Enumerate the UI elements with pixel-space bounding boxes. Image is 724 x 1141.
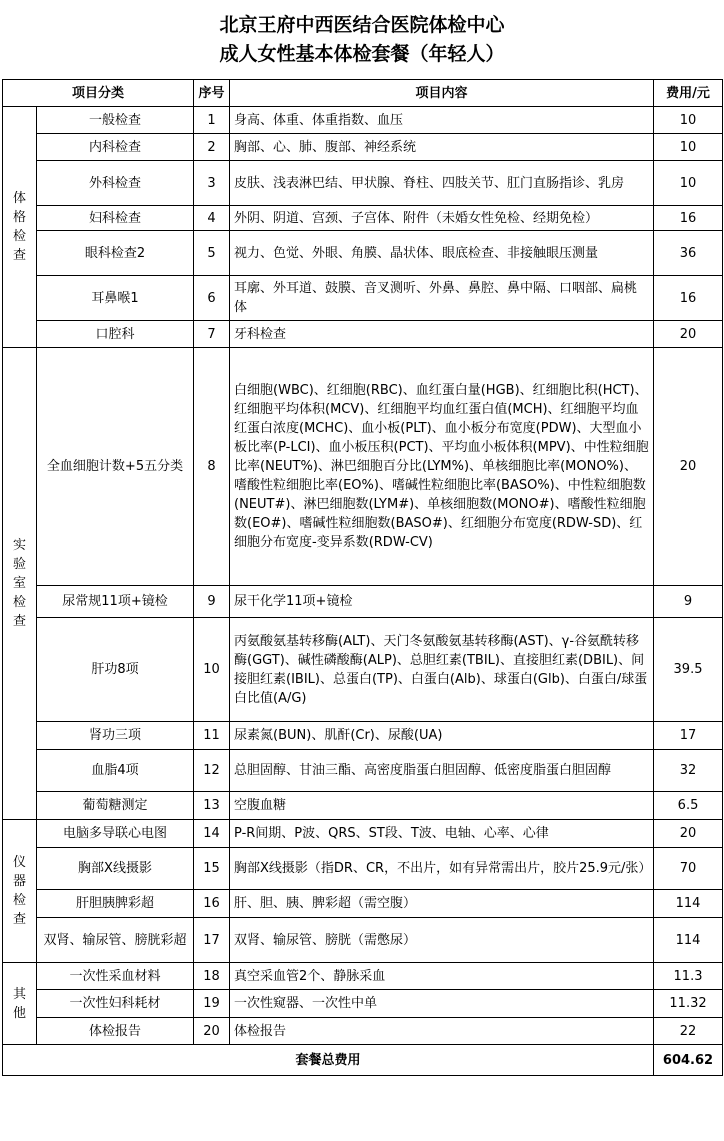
total-label: 套餐总费用 <box>3 1045 654 1076</box>
content-cell: 胸部X线摄影（指DR、CR，不出片，如有异常需出片，胶片25.9元/张） <box>230 848 654 890</box>
header-fee: 费用/元 <box>654 80 723 107</box>
content-cell: 肝、胆、胰、脾彩超（需空腹） <box>230 890 654 918</box>
group-label-char: 器 <box>12 874 26 889</box>
fee-cell: 10 <box>654 161 723 206</box>
group-label-char: 验 <box>12 557 26 572</box>
fee-cell: 114 <box>654 890 723 918</box>
content-cell: 皮肤、浅表淋巴结、甲状腺、脊柱、四肢关节、肛门直肠指诊、乳房 <box>230 161 654 206</box>
number-cell: 13 <box>194 792 230 820</box>
group-label-char: 体 <box>12 191 26 206</box>
category-cell: 全血细胞计数+5五分类 <box>37 348 194 586</box>
fee-cell: 114 <box>654 918 723 963</box>
fee-cell: 16 <box>654 206 723 231</box>
category-cell: 一次性采血材料 <box>37 963 194 990</box>
group-label-char: 其 <box>12 986 26 1002</box>
table-row <box>3 1018 723 1045</box>
table-row <box>3 618 723 722</box>
table-row <box>3 206 723 231</box>
fee-cell: 20 <box>654 321 723 348</box>
group-label-char: 检 <box>12 595 26 610</box>
package-table <box>2 79 723 1076</box>
category-cell: 一般检查 <box>37 107 194 134</box>
total-row <box>3 1045 723 1076</box>
content-cell: 身高、体重、体重指数、血压 <box>230 107 654 134</box>
table-row <box>3 918 723 963</box>
fee-cell: 20 <box>654 820 723 848</box>
category-cell: 一次性妇科耗材 <box>37 990 194 1018</box>
group-label-char: 检 <box>12 229 26 244</box>
category-cell: 口腔科 <box>37 321 194 348</box>
table-row <box>3 134 723 161</box>
fee-cell: 32 <box>654 750 723 792</box>
group-label-char: 查 <box>12 614 26 629</box>
content-cell: P-R间期、P波、QRS、ST段、T波、电轴、心率、心律 <box>230 820 654 848</box>
content-cell: 真空采血管2个、静脉采血 <box>230 963 654 990</box>
content-cell: 牙科检查 <box>230 321 654 348</box>
number-cell: 17 <box>194 918 230 963</box>
table-row <box>3 348 723 586</box>
number-cell: 4 <box>194 206 230 231</box>
table-row <box>3 792 723 820</box>
table-row <box>3 750 723 792</box>
table-row <box>3 586 723 618</box>
table-row <box>3 231 723 276</box>
table-row <box>3 820 723 848</box>
content-cell: 尿干化学11项+镜检 <box>230 586 654 618</box>
category-cell: 胸部X线摄影 <box>37 848 194 890</box>
fee-cell: 39.5 <box>654 618 723 722</box>
group-label-char: 仪 <box>12 855 26 870</box>
fee-cell: 70 <box>654 848 723 890</box>
fee-cell: 11.3 <box>654 963 723 990</box>
content-cell: 外阴、阴道、宫颈、子宫体、附件（未婚女性免检、经期免检） <box>230 206 654 231</box>
group-label-char: 检 <box>12 893 26 908</box>
number-cell: 15 <box>194 848 230 890</box>
category-cell: 外科检查 <box>37 161 194 206</box>
fee-cell: 6.5 <box>654 792 723 820</box>
group-label-char: 格 <box>12 210 26 225</box>
number-cell: 11 <box>194 722 230 750</box>
fee-cell: 11.32 <box>654 990 723 1018</box>
category-cell: 体检报告 <box>37 1018 194 1045</box>
category-cell: 肾功三项 <box>37 722 194 750</box>
fee-cell: 20 <box>654 348 723 586</box>
table-row <box>3 161 723 206</box>
category-cell: 血脂4项 <box>37 750 194 792</box>
table-row <box>3 990 723 1018</box>
category-cell: 葡萄糖测定 <box>37 792 194 820</box>
number-cell: 20 <box>194 1018 230 1045</box>
category-cell: 肝功8项 <box>37 618 194 722</box>
table-row <box>3 276 723 321</box>
category-cell: 电脑多导联心电图 <box>37 820 194 848</box>
table-row <box>3 722 723 750</box>
fee-cell: 9 <box>654 586 723 618</box>
package-title: 成人女性基本体检套餐（年轻人） <box>219 43 505 65</box>
category-cell: 妇科检查 <box>37 206 194 231</box>
number-cell: 1 <box>194 107 230 134</box>
category-cell: 内科检查 <box>37 134 194 161</box>
group-label <box>3 820 37 963</box>
fee-cell: 10 <box>654 107 723 134</box>
category-cell: 尿常规11项+镜检 <box>37 586 194 618</box>
number-cell: 7 <box>194 321 230 348</box>
table-row <box>3 890 723 918</box>
content-cell: 白细胞(WBC)、红细胞(RBC)、血红蛋白量(HGB)、红细胞比积(HCT)、红细胞平均体积(MCV)、红细胞平均血红蛋白值(MCH)、红细胞平均血红蛋白浓度(MCHC)、血小板(PLT)、血小板分布宽度(PDW)、大型血小板比率(P-LCI)、血小板压积(PCT)、平均血小板体积(MPV)、中性粒细胞比率(NEUT%)、淋巴细胞百分比(LYM%)、单核细胞比率(MONO%)、嗜酸性粒细胞比率(EO%)、嗜碱性粒细胞比率(BASO%)、中性粒细胞数(NEUT#)、淋巴细胞数(LYM#)、单核细胞数(MONO#)、嗜酸性粒细胞数(EO#)、嗜碱性粒细胞数(BASO#)、红细胞分布宽度(RDW-SD)、红细胞分布宽度-变异系数(RDW-CV) <box>230 348 654 586</box>
group-label-char: 实 <box>12 538 26 553</box>
group-label-char: 他 <box>12 1005 26 1021</box>
fee-cell: 10 <box>654 134 723 161</box>
category-cell: 耳鼻喉1 <box>37 276 194 321</box>
category-cell: 眼科检查2 <box>37 231 194 276</box>
fee-cell: 17 <box>654 722 723 750</box>
content-cell: 视力、色觉、外眼、角膜、晶状体、眼底检查、非接触眼压测量 <box>230 231 654 276</box>
category-cell: 肝胆胰脾彩超 <box>37 890 194 918</box>
number-cell: 12 <box>194 750 230 792</box>
group-label-char: 查 <box>12 912 26 927</box>
group-label <box>3 963 37 1045</box>
content-cell: 空腹血糖 <box>230 792 654 820</box>
table-row <box>3 107 723 134</box>
number-cell: 18 <box>194 963 230 990</box>
number-cell: 2 <box>194 134 230 161</box>
content-cell: 体检报告 <box>230 1018 654 1045</box>
number-cell: 5 <box>194 231 230 276</box>
total-value: 604.62 <box>654 1045 723 1076</box>
group-label-char: 查 <box>12 248 26 263</box>
category-cell: 双肾、输尿管、膀胱彩超 <box>37 918 194 963</box>
table-row <box>3 321 723 348</box>
number-cell: 16 <box>194 890 230 918</box>
number-cell: 6 <box>194 276 230 321</box>
group-label <box>3 107 37 348</box>
group-label-char: 室 <box>12 576 26 591</box>
content-cell: 丙氨酸氨基转移酶(ALT)、天门冬氨酸氨基转移酶(AST)、γ-谷氨酰转移酶(GGT)、碱性磷酸酶(ALP)、总胆红素(TBIL)、直接胆红素(DBIL)、间接胆红素(IBIL)、总蛋白(TP)、白蛋白(Alb)、球蛋白(Glb)、白蛋白/球蛋白比值(A/G) <box>230 618 654 722</box>
table-row <box>3 963 723 990</box>
number-cell: 3 <box>194 161 230 206</box>
number-cell: 14 <box>194 820 230 848</box>
content-cell: 耳廓、外耳道、鼓膜、音叉测听、外鼻、鼻腔、鼻中隔、口咽部、扁桃体 <box>230 276 654 321</box>
number-cell: 19 <box>194 990 230 1018</box>
fee-cell: 36 <box>654 231 723 276</box>
header-category: 项目分类 <box>3 80 194 107</box>
content-cell: 尿素氮(BUN)、肌酐(Cr)、尿酸(UA) <box>230 722 654 750</box>
number-cell: 10 <box>194 618 230 722</box>
hospital-title: 北京王府中西医结合医院体检中心 <box>219 14 505 36</box>
content-cell: 双肾、输尿管、膀胱（需憋尿） <box>230 918 654 963</box>
number-cell: 8 <box>194 348 230 586</box>
content-cell: 一次性窥器、一次性中单 <box>230 990 654 1018</box>
header-row <box>3 80 723 107</box>
table-row <box>3 848 723 890</box>
table-body <box>3 80 723 1076</box>
fee-cell: 22 <box>654 1018 723 1045</box>
number-cell: 9 <box>194 586 230 618</box>
header-no: 序号 <box>194 80 230 107</box>
content-cell: 总胆固醇、甘油三酯、高密度脂蛋白胆固醇、低密度脂蛋白胆固醇 <box>230 750 654 792</box>
group-label <box>3 348 37 820</box>
content-cell: 胸部、心、肺、腹部、神经系统 <box>230 134 654 161</box>
fee-cell: 16 <box>654 276 723 321</box>
header-content: 项目内容 <box>230 80 654 107</box>
